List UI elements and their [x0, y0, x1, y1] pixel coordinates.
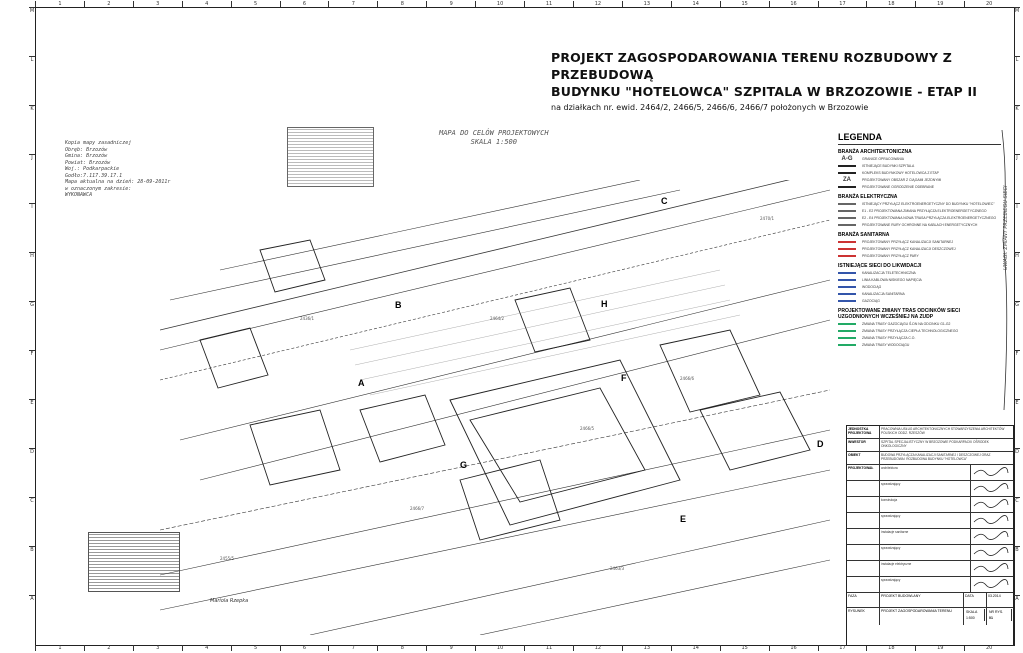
map-caption: [439, 129, 549, 147]
grid-label: M: [1014, 7, 1020, 56]
grid-label: 12: [573, 1, 622, 7]
stamp-line: WYKONAWCA: [65, 192, 93, 198]
grid-label: 14: [671, 645, 720, 651]
title-block: [846, 425, 1014, 646]
grid-label: 20: [964, 1, 1013, 7]
grid-label: 20: [964, 645, 1013, 651]
legend-text: PROJEKTOWANY OBSZAR Z CIĄGAMI JEZDNYMI: [862, 177, 942, 182]
legend-text: ZMIANA TRASY PRZYŁĄCZA C.O.: [862, 335, 916, 340]
legend-heading: LEGENDA: [838, 132, 1001, 145]
legend-symbol: [838, 330, 856, 332]
grid-label: 8: [377, 1, 426, 7]
map-caption-line-2: SKALA 1:500: [470, 138, 517, 146]
legend-text: E2 - E4 PROJEKTOWANA NOWA TRASA PRZYŁĄCZA ELEKTROENERGETYCZNEGO: [862, 215, 997, 220]
titleblock-row: [847, 426, 1013, 439]
titleblock-value: BUDOWA PRZYŁĄCZA KANALIZACJI SANITARNEJ I DESZCZOWEJ ORAZ PRZEBUDOWA I ROZBUDOWA BUDYNKU "HOTELOWCA": [881, 453, 991, 461]
grid-label: I: [1014, 203, 1020, 252]
legend-text: KANALIZACJA SANITARNA: [862, 291, 905, 296]
svg-text:2470/1: 2470/1: [760, 216, 775, 221]
faza-value: PROJEKT BUDOWLANY: [880, 593, 964, 607]
map-marker-a: A: [358, 378, 365, 388]
titleblock-value: SZPITAL SPECJALISTYCZNY W BRZOZOWIE PODKARPACKI OŚRODEK ONKOLOGICZNY: [881, 440, 989, 448]
grid-label: 5: [231, 645, 280, 651]
grid-label: 9: [426, 1, 475, 7]
legend-text: E1 - E2 PROJEKTOWANA ZMIANA PRZYŁĄCZA ELEKTROENERGETYCZNEGO: [862, 208, 987, 213]
grid-label: 7: [328, 645, 377, 651]
grid-label: 16: [769, 645, 818, 651]
grid-label: D: [29, 448, 35, 497]
legend-symbol: [838, 279, 856, 281]
svg-text:2464/2: 2464/2: [490, 316, 505, 321]
legend-row: [838, 238, 1001, 245]
titleblock-value: konstrukcja: [881, 498, 898, 502]
svg-text:2455/5: 2455/5: [220, 556, 235, 561]
titleblock-row: [847, 577, 1013, 593]
titleblock-key: JEDNOSTKA PROJEKTOWA: [847, 426, 880, 438]
legend-row: [838, 214, 1001, 221]
stamp-line: Mapa aktualna na dzień: 28-09-2011r: [65, 179, 171, 185]
approval-stamp: [287, 127, 374, 187]
legend-row: [838, 283, 1001, 290]
titleblock-value: instalacje elektryczne: [881, 562, 912, 566]
legend-symbol: [838, 224, 856, 226]
titleblock-key: [847, 561, 880, 576]
legend-section-title: ISTNIEJĄCE SIECI DO LIKWIDACJI: [838, 263, 922, 269]
grid-label: G: [29, 301, 35, 350]
grid-label: 17: [818, 1, 867, 7]
stamp-line: Woj.: Podkarpackie: [65, 166, 120, 172]
titleblock-row: [847, 529, 1013, 545]
grid-label: A: [1014, 595, 1020, 644]
grid-label: 11: [524, 1, 573, 7]
grid-label: E: [29, 399, 35, 448]
signature-field: [970, 577, 1013, 592]
title-line-2: BUDYNKU "HOTELOWCA" SZPITALA W BRZOZOWIE - ETAP II: [551, 84, 978, 99]
skala-label: SKALA: [965, 609, 985, 615]
grid-label: 9: [426, 645, 475, 651]
legend-symbol: [838, 217, 856, 219]
legend-text: KANALIZACJA TELETECHNICZNA: [862, 270, 916, 275]
legend-row: [838, 245, 1001, 252]
legend-text: PROJEKTOWANY PRZYŁĄCZ KANALIZACJI DESZCZOWEJ: [862, 246, 956, 251]
legend-symbol: [838, 172, 856, 174]
grid-label: A: [29, 595, 35, 644]
map-marker-c: C: [661, 196, 668, 206]
stamp-line: Gmina: Brzozów: [65, 153, 108, 159]
legend-text: ZMIANA TRASY WODOCIĄGU: [862, 342, 910, 347]
titleblock-phase-row: [847, 593, 1013, 608]
grid-label: 19: [915, 645, 964, 651]
titleblock-row: [847, 545, 1013, 561]
grid-label: C: [29, 497, 35, 546]
grid-label: 4: [182, 1, 231, 7]
legend-row: [838, 183, 1001, 190]
grid-label: C: [1014, 497, 1020, 546]
legend-symbol: [838, 300, 856, 302]
grid-label: 18: [866, 1, 915, 7]
legend-text: KOMPLEKS BUDYNKOWY HOTELOWCA Z ETAP: [862, 170, 939, 175]
grid-label: 6: [280, 645, 329, 651]
grid-label: 2: [84, 645, 133, 651]
titleblock-key: PROJEKTOWAŁ: [847, 465, 880, 480]
handwritten-note: UWAGI: ZMIANY PRZEBIEGU SIECI: [1003, 185, 1009, 270]
legend-text: PROJEKTOWANE OGRODZENIE ODEBRANE: [862, 184, 934, 189]
signature-field: [970, 545, 1013, 560]
legend-symbol: [838, 203, 856, 205]
titleblock-row: [847, 481, 1013, 497]
grid-label: H: [1014, 252, 1020, 301]
grid-label: J: [29, 154, 35, 203]
stamp-line: Powiat: Brzozów: [65, 159, 111, 166]
legend-code: ZA: [843, 176, 851, 183]
legend-section-title: BRANŻA SANITARNA: [838, 232, 890, 238]
map-marker-h: H: [601, 299, 608, 309]
legend-row: [838, 207, 1001, 214]
legend-row: [838, 200, 1001, 207]
title-subtitle: na działkach nr. ewid. 2464/2, 2466/5, 2466/6, 2466/7 położonych w Brzozowie: [551, 103, 869, 112]
map-marker-g: G: [460, 460, 468, 470]
legend-text: WODOCIĄG: [862, 284, 882, 289]
project-title: [551, 49, 991, 112]
legend-text: ZMIANA TRASY PRZYŁĄCZA CIEPŁA TECHNOLOGICZNEGO: [862, 328, 959, 333]
signature-field: [970, 561, 1013, 576]
titleblock-value: PRACOWNIA USŁUG ARCHITEKTONICZNYCH STOWARZYSZENIA ARCHITEKTÓW POLSKICH ODDZ. RZESZÓW: [881, 427, 1005, 435]
titleblock-row: [847, 561, 1013, 577]
titleblock-key: [847, 497, 880, 512]
grid-ruler-left: [29, 7, 35, 644]
grid-label: 18: [866, 645, 915, 651]
legend-symbol: [838, 272, 856, 274]
grid-label: G: [1014, 301, 1020, 350]
titleblock-value: instalacje sanitarne: [881, 530, 909, 534]
titleblock-row: [847, 452, 1013, 465]
data-label: DATA: [964, 593, 987, 607]
site-plan-map: [160, 180, 830, 635]
titleblock-row: [847, 465, 1013, 481]
legend-symbol: [838, 248, 856, 250]
grid-label: F: [1014, 350, 1020, 399]
legend-symbol: [838, 210, 856, 212]
legend-row: [838, 334, 1001, 341]
sheet-number: 01: [988, 615, 1012, 621]
grid-label: 17: [818, 645, 867, 651]
grid-label: 19: [915, 1, 964, 7]
svg-text:2466/6: 2466/6: [680, 376, 695, 381]
legend-text: ISTNIEJĄCY PRZYŁĄCZ ELEKTROENERGETYCZNY DO BUDYNKU "HOTELOWIEC": [862, 201, 995, 206]
map-marker-b: B: [395, 300, 402, 310]
svg-text:2466/5: 2466/5: [580, 426, 595, 431]
stamp-line: Obręb: Brzozów: [65, 146, 108, 153]
stamp-line: Kopia mapy zasadniczej: [65, 140, 132, 146]
titleblock-key: [847, 513, 880, 528]
legend: [838, 132, 1001, 422]
legend-row: [838, 320, 1001, 327]
titleblock-key: [847, 545, 880, 560]
legend-row: [838, 276, 1001, 283]
grid-label: 14: [671, 1, 720, 7]
signature-field: [970, 529, 1013, 544]
grid-label: M: [29, 7, 35, 56]
legend-text: GAZOCIĄG: [862, 298, 880, 303]
grid-label: L: [1014, 56, 1020, 105]
legend-row: [838, 221, 1001, 228]
legend-row: [838, 176, 1001, 183]
legend-row: [838, 290, 1001, 297]
rysunek-label: RYSUNEK: [847, 608, 880, 625]
legend-code: A-G: [841, 155, 853, 162]
skala-value: 1:500: [965, 615, 985, 621]
stamp-line: w oznaczonym zakresie:: [65, 185, 132, 192]
legend-symbol: [838, 344, 856, 346]
grid-label: F: [29, 350, 35, 399]
grid-label: 16: [769, 1, 818, 7]
grid-label: 15: [720, 1, 769, 7]
legend-symbol: [838, 286, 856, 288]
titleblock-key: INWESTOR: [847, 439, 880, 451]
grid-label: 10: [475, 1, 524, 7]
grid-label: B: [1014, 546, 1020, 595]
grid-label: 7: [328, 1, 377, 7]
grid-label: I: [29, 203, 35, 252]
grid-label: 13: [622, 1, 671, 7]
legend-section-title: BRANŻA ELEKTRYCZNA: [838, 194, 898, 200]
grid-label: 5: [231, 1, 280, 7]
legend-symbol: [838, 337, 856, 339]
titleblock-key: [847, 529, 880, 544]
legend-text: ISTNIEJĄCE BUDYNKI SZPITALA: [862, 163, 915, 168]
grid-label: 3: [133, 645, 182, 651]
grid-label: E: [1014, 399, 1020, 448]
titleblock-value: architektura: [881, 466, 898, 470]
titleblock-row: [847, 497, 1013, 513]
titleblock-row: [847, 439, 1013, 452]
grid-label: 11: [524, 645, 573, 651]
legend-symbol: [838, 165, 856, 167]
titleblock-row: [847, 513, 1013, 529]
grid-label: 12: [573, 645, 622, 651]
stamp-line: Godło:7.117.39.17.1: [65, 172, 123, 179]
signature-field: [970, 497, 1013, 512]
grid-label: D: [1014, 448, 1020, 497]
stamp-signature: Mariola Rzepka: [210, 598, 249, 604]
legend-row: [838, 297, 1001, 304]
titleblock-value: sprawdzający: [881, 482, 901, 486]
signature-field: [970, 513, 1013, 528]
legend-symbol: [838, 293, 856, 295]
legend-text: PROJEKTOWANY PRZYŁĄCZ PARY: [862, 253, 919, 258]
grid-label: 13: [622, 645, 671, 651]
titleblock-key: OBIEKT: [847, 452, 880, 464]
legend-row: [838, 327, 1001, 334]
signature-field: [970, 465, 1013, 480]
legend-symbol: [838, 255, 856, 257]
nr-label: NR RYS.: [988, 609, 1012, 615]
grid-label: 8: [377, 645, 426, 651]
titleblock-key: [847, 577, 880, 592]
grid-label: K: [29, 105, 35, 154]
grid-label: B: [29, 546, 35, 595]
grid-label: 2: [84, 1, 133, 7]
grid-label: 6: [280, 1, 329, 7]
legend-section-title: PROJEKTOWANE ZMIANY TRAS ODCINKÓW SIECI UZGODNIONYCH WCZEŚNIEJ NA ZUDP: [838, 308, 961, 320]
legend-row: [838, 155, 1001, 162]
svg-text:2463/3: 2463/3: [610, 566, 625, 571]
grid-label: J: [1014, 154, 1020, 203]
grid-label: L: [29, 56, 35, 105]
map-caption-line-1: MAPA DO CELÓW PROJEKTOWYCH: [439, 129, 549, 137]
grid-label: 4: [182, 645, 231, 651]
titleblock-value: sprawdzający: [881, 546, 901, 550]
rysunek-value: PROJEKT ZAGOSPODAROWANIA TERENU: [880, 608, 964, 625]
legend-text: GRANICE OPRACOWANIA: [862, 156, 905, 161]
title-line-1: PROJEKT ZAGOSPODAROWANIA TERENU ROZBUDOWY Z PRZEBUDOWĄ: [551, 50, 952, 82]
legend-row: [838, 341, 1001, 348]
legend-text: PROJEKTOWANE RURY OCHRONNE NA KABLACH ENERGETYCZNYCH: [862, 222, 978, 227]
data-value: 03.2014: [988, 594, 1001, 598]
faza-label: FAZA: [847, 593, 880, 607]
titleblock-value: sprawdzający: [881, 514, 901, 518]
grid-label: 10: [475, 645, 524, 651]
titleblock-drawing-row: [847, 608, 1013, 625]
map-marker-e: E: [680, 514, 687, 524]
legend-row: [838, 162, 1001, 169]
svg-text:2436/1: 2436/1: [300, 316, 315, 321]
titleblock-key: [847, 481, 880, 496]
signature-field: [970, 481, 1013, 496]
grid-label: 1: [35, 1, 84, 7]
titleblock-value: sprawdzający: [881, 578, 901, 582]
legend-symbol: [838, 186, 856, 188]
legend-text: PROJEKTOWANY PRZYŁĄCZ KANALIZACJI SANITARNEJ: [862, 239, 954, 244]
grid-label: 3: [133, 1, 182, 7]
grid-ruler-top: [35, 1, 1013, 7]
legend-row: [838, 169, 1001, 176]
legend-text: LINIA KABLOWA NISKIEGO NAPIĘCIA: [862, 277, 922, 282]
legend-row: [838, 269, 1001, 276]
map-marker-d: D: [817, 439, 824, 449]
grid-label: 15: [720, 645, 769, 651]
svg-text:2466/7: 2466/7: [410, 506, 425, 511]
legend-symbol: [838, 323, 856, 325]
map-marker-f: F: [621, 373, 627, 383]
grid-label: K: [1014, 105, 1020, 154]
legend-section-title: BRANŻA ARCHITEKTONICZNA: [838, 149, 912, 155]
legend-text: ZMIANA TRASY GAZOCIĄGU Ś-DN NA ODCINKU G1-G2: [862, 321, 951, 326]
site-plan-drawing: [160, 180, 830, 635]
grid-label: H: [29, 252, 35, 301]
handwritten-annotation: [998, 120, 1016, 420]
legend-symbol: [838, 241, 856, 243]
legend-row: [838, 252, 1001, 259]
grid-label: 1: [35, 645, 84, 651]
